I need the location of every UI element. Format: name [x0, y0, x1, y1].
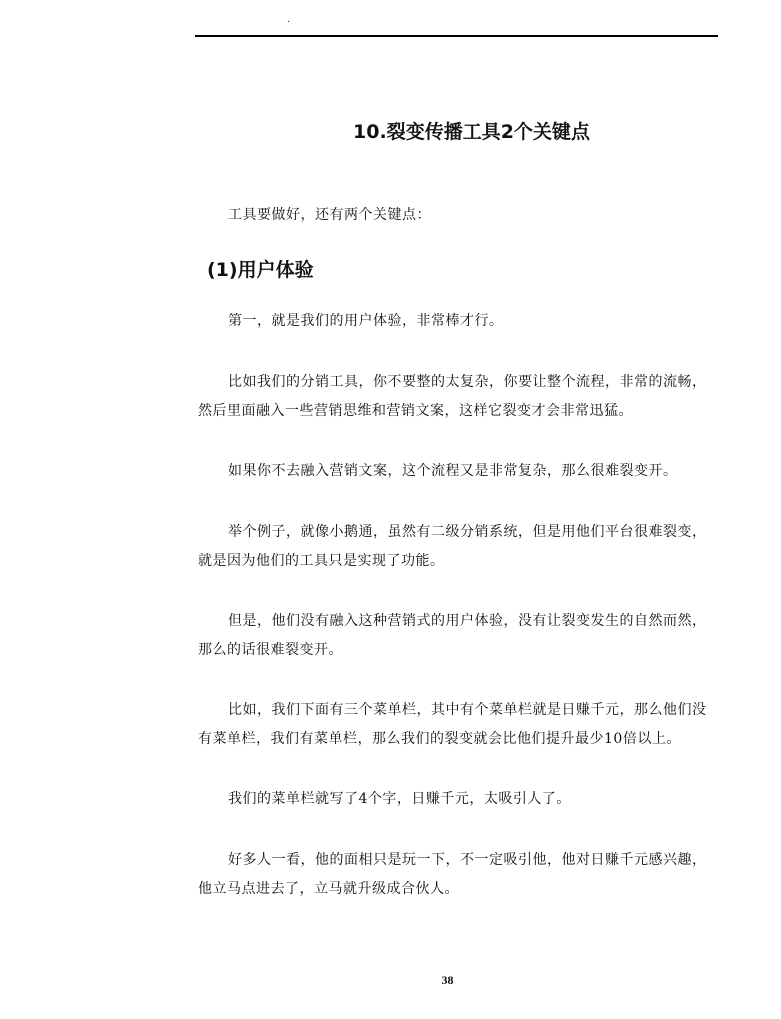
paragraph-8: 好多人一看，他的面相只是玩一下，不一定吸引他，他对日赚千元感兴趣，他立马点进去了，立马就升级成合伙人。	[198, 852, 707, 897]
header-rule	[195, 35, 718, 37]
page-number: 38	[441, 973, 454, 987]
paragraph-6: 比如，我们下面有三个菜单栏，其中有个菜单栏就是日赚千元，那么他们没有菜单栏，我们有菜单栏，那么我们的裂变就会比他们提升最少10倍以上。	[198, 702, 707, 747]
paragraph-5: 但是，他们没有融入这种营销式的用户体验，没有让裂变发生的自然而然，那么的话很难裂变开。	[198, 613, 707, 658]
header-mark: .	[287, 14, 291, 25]
intro-paragraph: 工具要做好，还有两个关键点：	[228, 207, 431, 223]
paragraph-7: 我们的菜单栏就写了4个字，日赚千元，太吸引人了。	[228, 791, 571, 807]
paragraph-1: 第一，就是我们的用户体验，非常棒才行。	[228, 313, 504, 329]
paragraph-3: 如果你不去融入营销文案，这个流程又是非常复杂，那么很难裂变开。	[228, 463, 678, 479]
page-title: 10.裂变传播工具2个关键点	[353, 121, 590, 143]
paragraph-4: 举个例子，就像小鹅通，虽然有二级分销系统，但是用他们平台很难裂变，就是因为他们的工具只是实现了功能。	[198, 524, 707, 569]
paragraph-2: 比如我们的分销工具，你不要整的太复杂，你要让整个流程，非常的流畅，然后里面融入一些营销思维和营销文案，这样它裂变才会非常迅猛。	[198, 374, 707, 419]
section-heading: (1)用户体验	[207, 259, 314, 281]
